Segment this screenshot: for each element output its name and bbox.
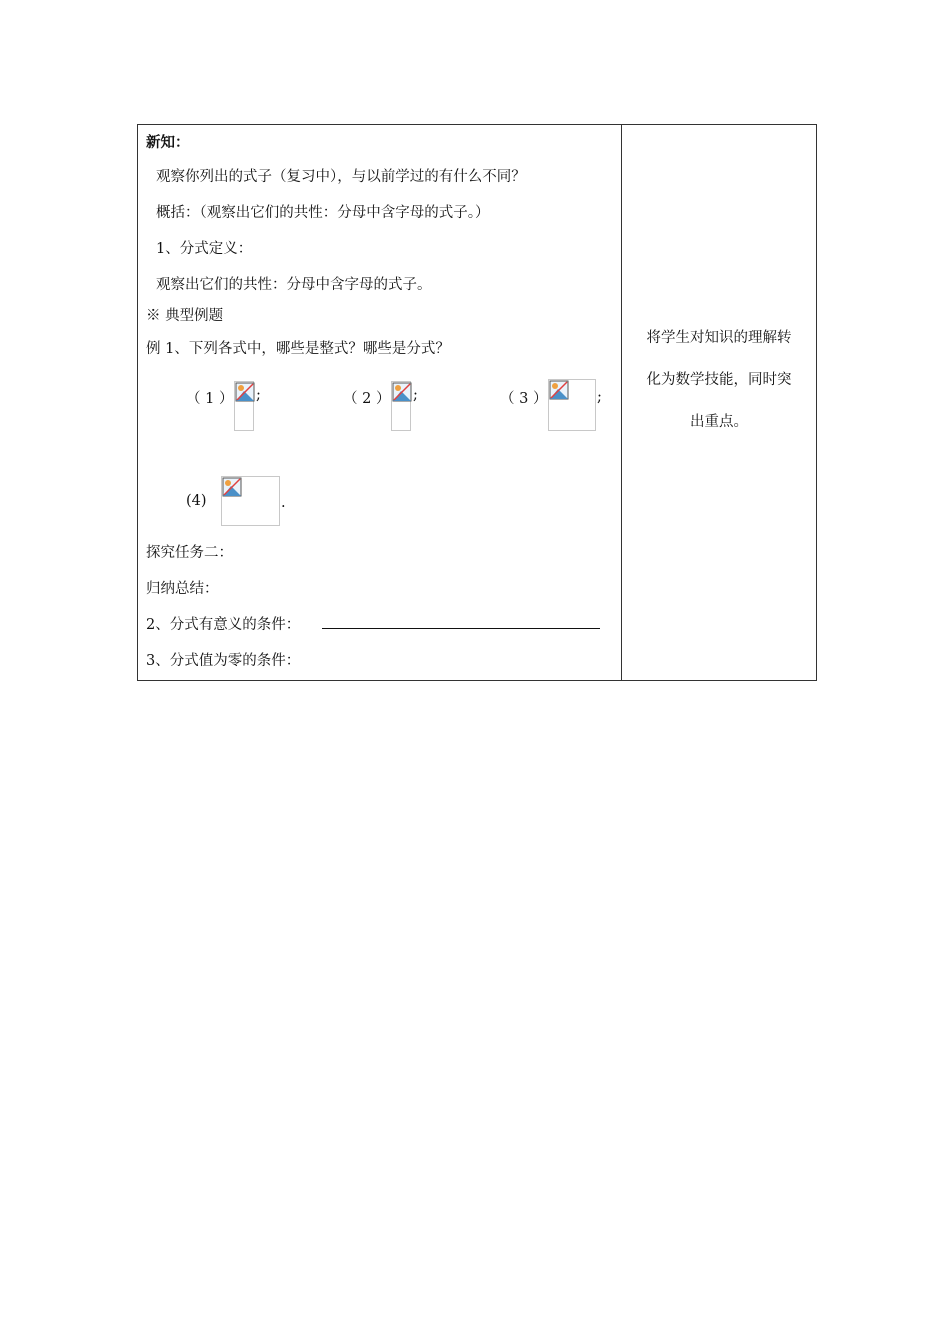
formula-image-2	[391, 381, 411, 431]
task-2-title: 探究任务二：	[146, 545, 233, 561]
condition-meaningful: 2、分式有意义的条件：	[146, 617, 301, 633]
summary-text: 概括：（观察出它们的共性：分母中含字母的式子。）	[156, 205, 490, 221]
observe-question: 观察你列出的式子（复习中），与以前学过的有什么不同？	[156, 169, 526, 185]
notes-cell	[622, 125, 816, 680]
formula-image-4	[221, 476, 280, 526]
definition-title: 1、分式定义：	[156, 241, 253, 257]
broken-image-icon	[549, 380, 569, 400]
item-1-label: （ 1 ）	[186, 391, 234, 407]
item-2-punct: ;	[413, 387, 418, 403]
examples-title: ※ 典型例题	[146, 308, 224, 324]
item-4-punct: .	[281, 495, 286, 511]
conclusion-title: 归纳总结：	[146, 581, 219, 597]
item-2-label: （ 2 ）	[343, 391, 391, 407]
item-1-punct: ;	[256, 387, 261, 403]
answer-blank-line	[322, 628, 600, 629]
formula-image-3	[548, 379, 596, 431]
definition-text: 观察出它们的共性：分母中含字母的式子。	[156, 277, 432, 293]
item-4-label: (4)	[186, 493, 207, 509]
condition-zero: 3、分式值为零的条件：	[146, 653, 301, 669]
note-line: 将学生对知识的理解转	[646, 330, 792, 346]
formula-image-1	[234, 381, 254, 431]
broken-image-icon	[222, 477, 242, 497]
broken-image-icon	[392, 382, 412, 402]
lesson-table	[137, 124, 817, 681]
note-line: 出重点。	[690, 414, 748, 430]
broken-image-icon	[235, 382, 255, 402]
note-line: 化为数学技能，同时突	[646, 372, 792, 388]
item-3-punct: ;	[597, 389, 602, 405]
item-3-label: （ 3 ）	[500, 391, 548, 407]
example-1-question: 例 1、下列各式中，哪些是整式？哪些是分式？	[146, 341, 450, 357]
section-heading: 新知：	[146, 134, 190, 151]
teaching-note	[630, 317, 808, 443]
content-cell	[138, 125, 621, 680]
